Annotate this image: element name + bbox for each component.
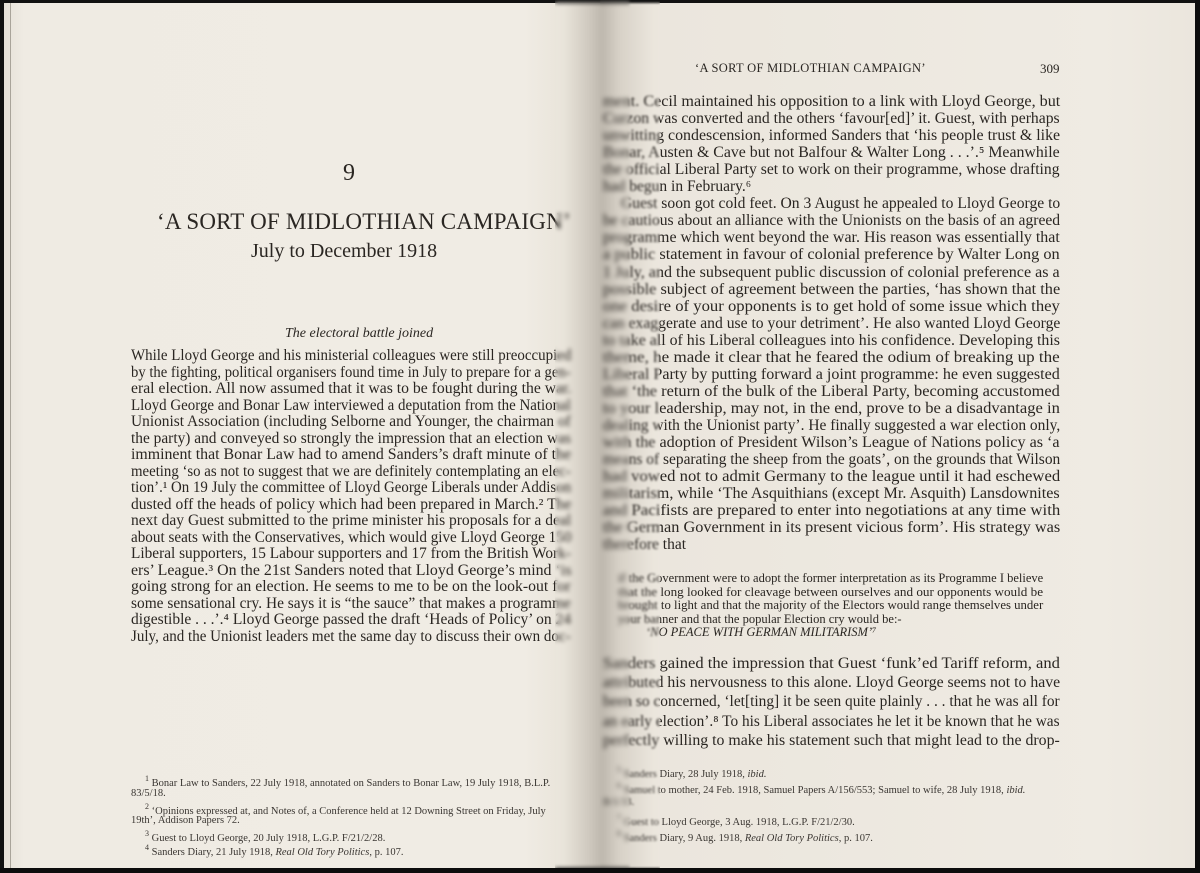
text-line: your banner and that the popular Election cry would be:-: [618, 611, 902, 626]
text-line: Bonar, Austen & Cave but not Balfour & Walter Long . . .’.⁵ Meanwhile: [603, 144, 1060, 162]
text-line: unwitting condescension, informed Sanders that ‘his people trust & like: [603, 127, 1061, 145]
footnote-text: 19th’, Addison Papers 72.: [131, 815, 240, 827]
footnote-number: 7: [617, 813, 621, 822]
text-line: and Pacifists are prepared to enter into negotiations at any time with: [603, 502, 1061, 520]
footnote-tail: , p. 107.: [838, 833, 873, 844]
footnote-title: Real Old Tory Politics: [275, 847, 370, 858]
text-line: that the long looked for cleavage between ourselves and our opponents would be: [618, 584, 1044, 599]
footnote-number: 3: [145, 829, 149, 839]
footnote: [145, 774, 550, 789]
footnote-text: Guest to Lloyd George, 20 July 1918, L.G.P. F/21/2/28.: [151, 833, 386, 845]
text-line: tion’.¹ On 19 July the committee of Lloyd George Liberals under Addison: [131, 479, 572, 496]
text-line: one desire of your opponents is to get hold of some issue which they: [603, 297, 1060, 315]
footnote: [145, 802, 546, 817]
text-line: Guest soon got cold feet. On 3 August he appealed to Lloyd George to: [621, 195, 1061, 213]
text-line: going strong for an election. He seems to me to be on the look-out for: [131, 578, 571, 595]
footnote: [131, 815, 240, 826]
text-line: next day Guest submitted to the prime minister his proposals for a deal: [131, 512, 572, 529]
text-line: dusted off the heads of policy which had been prepared in March.² The: [131, 495, 572, 513]
text-line: a public statement in favour of colonial preference by Walter Long on: [603, 246, 1060, 264]
scan-border-right: [1195, 0, 1200, 873]
footnote: [131, 788, 166, 799]
text-line: Curzon was converted and the others ‘favour[ed]’ it. Guest, with perhaps: [603, 110, 1060, 128]
text-line: militarism, while ‘The Asquithians (except Mr. Asquith) Lansdownites: [603, 485, 1060, 503]
text-line: Liberal supporters, 15 Labour supporters and 17 from the British Work-: [131, 545, 571, 562]
text-line: Lloyd George and Bonar Law interviewed a deputation from the National: [131, 396, 571, 414]
footnote-title: ibid.: [1006, 785, 1026, 796]
text-line: to take all of his Liberal colleagues into his confidence. Developing this: [603, 331, 1060, 349]
text-line: the official Liberal Party set to work on their programme, whose drafting: [603, 161, 1060, 179]
text-line: if the Government were to adopt the former interpretation as its Programme I believe: [618, 571, 1044, 585]
text-line: attributed his nervousness to this alone. Lloyd George seems not to have: [603, 674, 1061, 692]
footnote-text: ‘Opinions expressed at, and Notes of, a Conference held at 12 Downing Street on Friday, July: [151, 805, 546, 817]
footnote-number: 5: [617, 765, 621, 774]
footnote: [145, 829, 385, 844]
footnote-number: 4: [145, 843, 149, 852]
text-line: Unionist Association (including Selborne and Younger, the chairman of: [131, 413, 571, 430]
footnote-text: 83/5/18.: [131, 787, 166, 799]
text-line: had vowed not to admit Germany to the league until it had eschewed: [603, 468, 1061, 486]
footnote-tail: , p. 107.: [369, 847, 404, 858]
running-head: ‘A SORT OF MIDLOTHIAN CAMPAIGN’: [695, 61, 926, 75]
text-line: 1 July, and the subsequent public discussion of colonial preference as a: [603, 263, 1060, 281]
text-line: means of separating the sheep from the goats’, on the grounds that Wilson: [603, 451, 1061, 469]
text-line: Liberal Party by putting forward a joint programme: he even suggested: [603, 365, 1060, 383]
footnote-number: 1: [145, 774, 149, 783]
footnote-title: Real Old Tory Politics: [744, 833, 839, 844]
footnote-text: Samuel to mother, 24 Feb. 1918, Samuel Papers A/156/553; Samuel to wife, 28 July 1918,: [623, 785, 1007, 796]
text-line: possible subject of agreement between the parties, ‘has shown that the: [603, 280, 1061, 298]
text-line: with the adoption of President Wilson’s League of Nations policy as ‘a: [603, 434, 1060, 451]
page-edge: [10, 3, 11, 868]
text-line: had begun in February.⁶: [603, 178, 752, 196]
text-line: that ‘the return of the bulk of the Liberal Party, becoming accustomed: [603, 382, 1060, 400]
footnote-text: Guest to Lloyd George, 3 Aug. 1918, L.G.P. F/21/2/30.: [623, 817, 855, 828]
gutter-shadow-inner: [600, 0, 660, 873]
footnote-text: Sanders Diary, 21 July 1918,: [151, 847, 276, 858]
text-line: dealing with the Unionist party’. He finally suggested a war election only,: [603, 416, 1061, 434]
text-line: imminent that Bonar Law had to amend Sanders’s draft minute of the: [131, 446, 572, 463]
text-line: be cautious about an alliance with the Unionists on the basis of an agreed: [603, 212, 1061, 230]
footnote-number: 6: [617, 781, 621, 790]
footnote-text: Sanders Diary, 9 Aug. 1918,: [623, 833, 745, 844]
text-line: been so concerned, ‘let[ting] it be seen quite plainly . . . that he was all for: [603, 693, 1060, 711]
footnote-title: ibid.: [747, 769, 767, 780]
text-line: While Lloyd George and his ministerial colleagues were still preoccupied: [131, 347, 572, 364]
page-number: 309: [1040, 61, 1060, 76]
footnote-number: 8: [617, 829, 621, 838]
text-line: programme which went beyond the war. His reason was essentially that: [603, 229, 1060, 247]
text-line: the German Government in its present vicious form’. His strategy was: [603, 519, 1061, 537]
text-line: an early election’.⁸ To his Liberal associates he let it be known that he was: [603, 712, 1060, 730]
text-line: ment. Cecil maintained his opposition to a link with Lloyd George, but: [603, 93, 1061, 110]
text-line: Sanders gained the impression that Guest ‘funk’ed Tariff reform, and: [603, 655, 1060, 672]
footnote-number: 2: [145, 801, 149, 811]
text-line: eral election. All now assumed that it was to be fought during the war.: [131, 380, 572, 397]
section-heading: The electoral battle joined: [285, 326, 434, 341]
chapter-title: ‘A SORT OF MIDLOTHIAN CAMPAIGN’: [157, 209, 571, 234]
text-line: therefore that: [603, 536, 687, 554]
footnote-text: Bonar Law to Sanders, 22 July 1918, annotated on Sanders to Bonar Law, 19 July 1918, B.L.P.: [151, 778, 551, 789]
chapter-number: 9: [343, 160, 355, 186]
footnote: [617, 781, 1025, 796]
text-line: by the fighting, political organisers found time in July to prepare for a gen-: [131, 363, 571, 381]
text-line: can exaggerate and use to your detriment’. He also wanted Lloyd George: [603, 314, 1061, 332]
footnote-text: Sanders Diary, 28 July 1918,: [623, 769, 748, 780]
text-line: July, and the Unionist leaders met the same day to discuss their own doc-: [131, 627, 571, 645]
text-line: meeting ‘so as not to suggest that we are definitely contemplating an elec-: [131, 462, 571, 480]
scan-border-bottom: [0, 868, 1200, 873]
footnote-text: B/1/33.: [603, 797, 635, 808]
text-line: about seats with the Conservatives, which would give Lloyd George 150: [131, 528, 572, 546]
text-line: ers’ League.³ On the 21st Sanders noted that Lloyd George’s mind ‘is: [131, 561, 572, 579]
text-line: some sensational cry. He says it is “the sauce” that makes a programme: [131, 594, 571, 612]
chapter-subtitle: July to December 1918: [251, 240, 438, 262]
text-line: perfectly willing to make his statement such that might lead to the drop-: [603, 731, 1060, 749]
text-line: the party) and conveyed so strongly the impression that an election was: [131, 429, 571, 447]
text-line: digestible . . .’.⁴ Lloyd George passed the draft ‘Heads of Policy’ on 24: [131, 611, 572, 628]
text-line: ‘NO PEACE WITH GERMAN MILITARISM’⁷: [646, 625, 877, 640]
footnote: [145, 843, 403, 858]
text-line: to your leadership, may not, in the end, prove to be a disadvantage in: [603, 399, 1060, 417]
text-line: brought to light and that the majority of the Electors would range themselves under: [618, 598, 1044, 613]
text-line: theme, he made it clear that he feared the odium of breaking up the: [603, 348, 1060, 366]
